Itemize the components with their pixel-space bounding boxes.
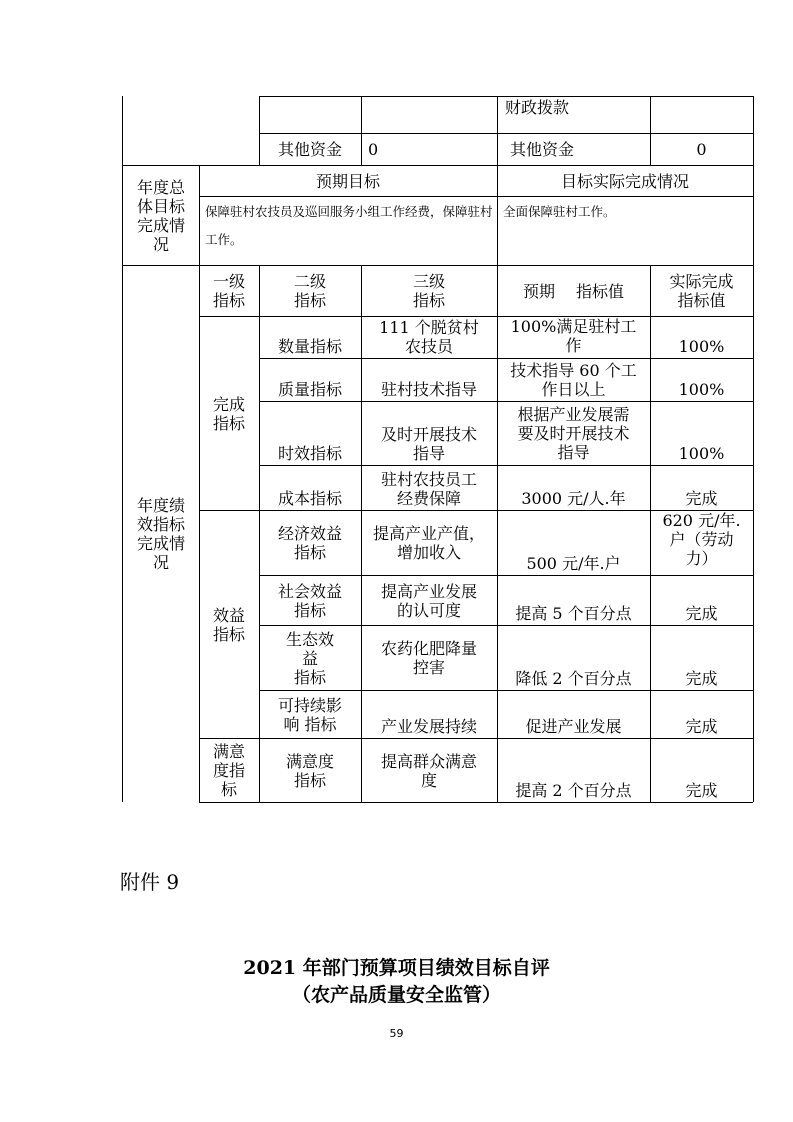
- table-row: 完成: [685, 604, 718, 623]
- table-row: 500 元/年.户: [526, 554, 621, 573]
- table-row: 生态效 益 指标: [285, 629, 334, 687]
- table-row: 驻村技术指导: [380, 380, 477, 399]
- document-title: 2021 年部门预算项目绩效目标自评: [243, 957, 550, 979]
- table-row: 质量指标: [277, 380, 342, 399]
- table-row: 满意度 指标: [285, 751, 334, 790]
- expected-value-header: 预期 指标值: [522, 281, 625, 301]
- table-row: 提高产业发展 的认可度: [380, 581, 477, 620]
- table-row: 社会效益 指标: [277, 581, 342, 620]
- actual-completion-header: 目标实际完成情况: [560, 171, 689, 191]
- table-row: 3000 元/人.年: [521, 489, 626, 508]
- table-row: 经济效益 指标: [277, 524, 342, 562]
- actual-value-header: 实际完成 指标值: [669, 272, 734, 310]
- overall-goal-row-label: 年度总体目标完成情况: [136, 177, 185, 254]
- actual-completion-text: 全面保障驻村工作。: [503, 204, 616, 219]
- table-row: 提高群众满意 度: [380, 751, 477, 790]
- table-row: 完成: [685, 717, 718, 736]
- table-row: 时效指标: [277, 444, 342, 463]
- page-number: 59: [389, 1027, 404, 1040]
- table-row: 620 元/年. 户（劳动 力）: [662, 511, 741, 568]
- level3-indicator-header: 三级 指标: [412, 272, 445, 310]
- table-row: 111 个脱贫村 农技员: [379, 318, 479, 356]
- table-row: 完成: [685, 489, 718, 508]
- other-funding-value-left: 0: [368, 140, 379, 159]
- satisfaction-indicator-group: 满意 度指 标: [212, 742, 245, 799]
- table-row: 100%: [678, 444, 725, 463]
- completion-indicator-group: 完成 指标: [212, 394, 245, 433]
- performance-row-label: 年度绩效指标完成情况: [136, 496, 185, 572]
- other-funding-label-left: 其他资金: [277, 140, 342, 159]
- benefit-indicator-group: 效益 指标: [212, 605, 245, 644]
- table-row: 提高 2 个百分点: [515, 781, 632, 800]
- table-row: 及时开展技术 指导: [380, 425, 477, 463]
- attachment-label: 附件 9: [120, 870, 180, 894]
- table-row: 100%满足驻村工 作: [510, 317, 637, 355]
- expected-goal-text: 保障驻村农技员及巡回服务小组工作经费，保障驻村工作。: [205, 204, 493, 247]
- table-row: 数量指标: [277, 337, 342, 356]
- table-row: 促进产业发展: [525, 717, 622, 736]
- other-funding-value-right: 0: [696, 140, 707, 159]
- table-row: 降低 2 个百分点: [515, 669, 632, 688]
- table-row: 技术指导 60 个工 作日以上: [510, 361, 637, 399]
- table-row: 驻村农技员工 经费保障: [380, 470, 477, 508]
- other-funding-label-right: 其他资金: [509, 140, 574, 159]
- table-row: 产业发展持续: [380, 717, 477, 736]
- table-row: 根据产业发展需 要及时开展技术 指导: [517, 405, 630, 462]
- expected-goal-header: 预期目标: [315, 171, 380, 191]
- table-row: 可持续影 响 指标: [277, 695, 342, 734]
- level2-indicator-header: 二级 指标: [293, 272, 326, 310]
- table-row: 100%: [678, 337, 725, 356]
- fiscal-funding-label: 财政拨款: [504, 98, 569, 117]
- level1-indicator-header: 一级 指标: [212, 272, 245, 310]
- table-row: 成本指标: [277, 489, 342, 508]
- document-subtitle: （农产品质量安全监管）: [291, 984, 501, 1006]
- table-row: 完成: [685, 781, 718, 800]
- table-row: 提高 5 个百分点: [515, 604, 632, 623]
- table-row: 100%: [678, 380, 725, 399]
- table-row: 完成: [685, 669, 718, 688]
- table-row: 农药化肥降量 控害: [380, 639, 477, 677]
- table-row: 提高产业产值， 增加收入: [372, 524, 485, 562]
